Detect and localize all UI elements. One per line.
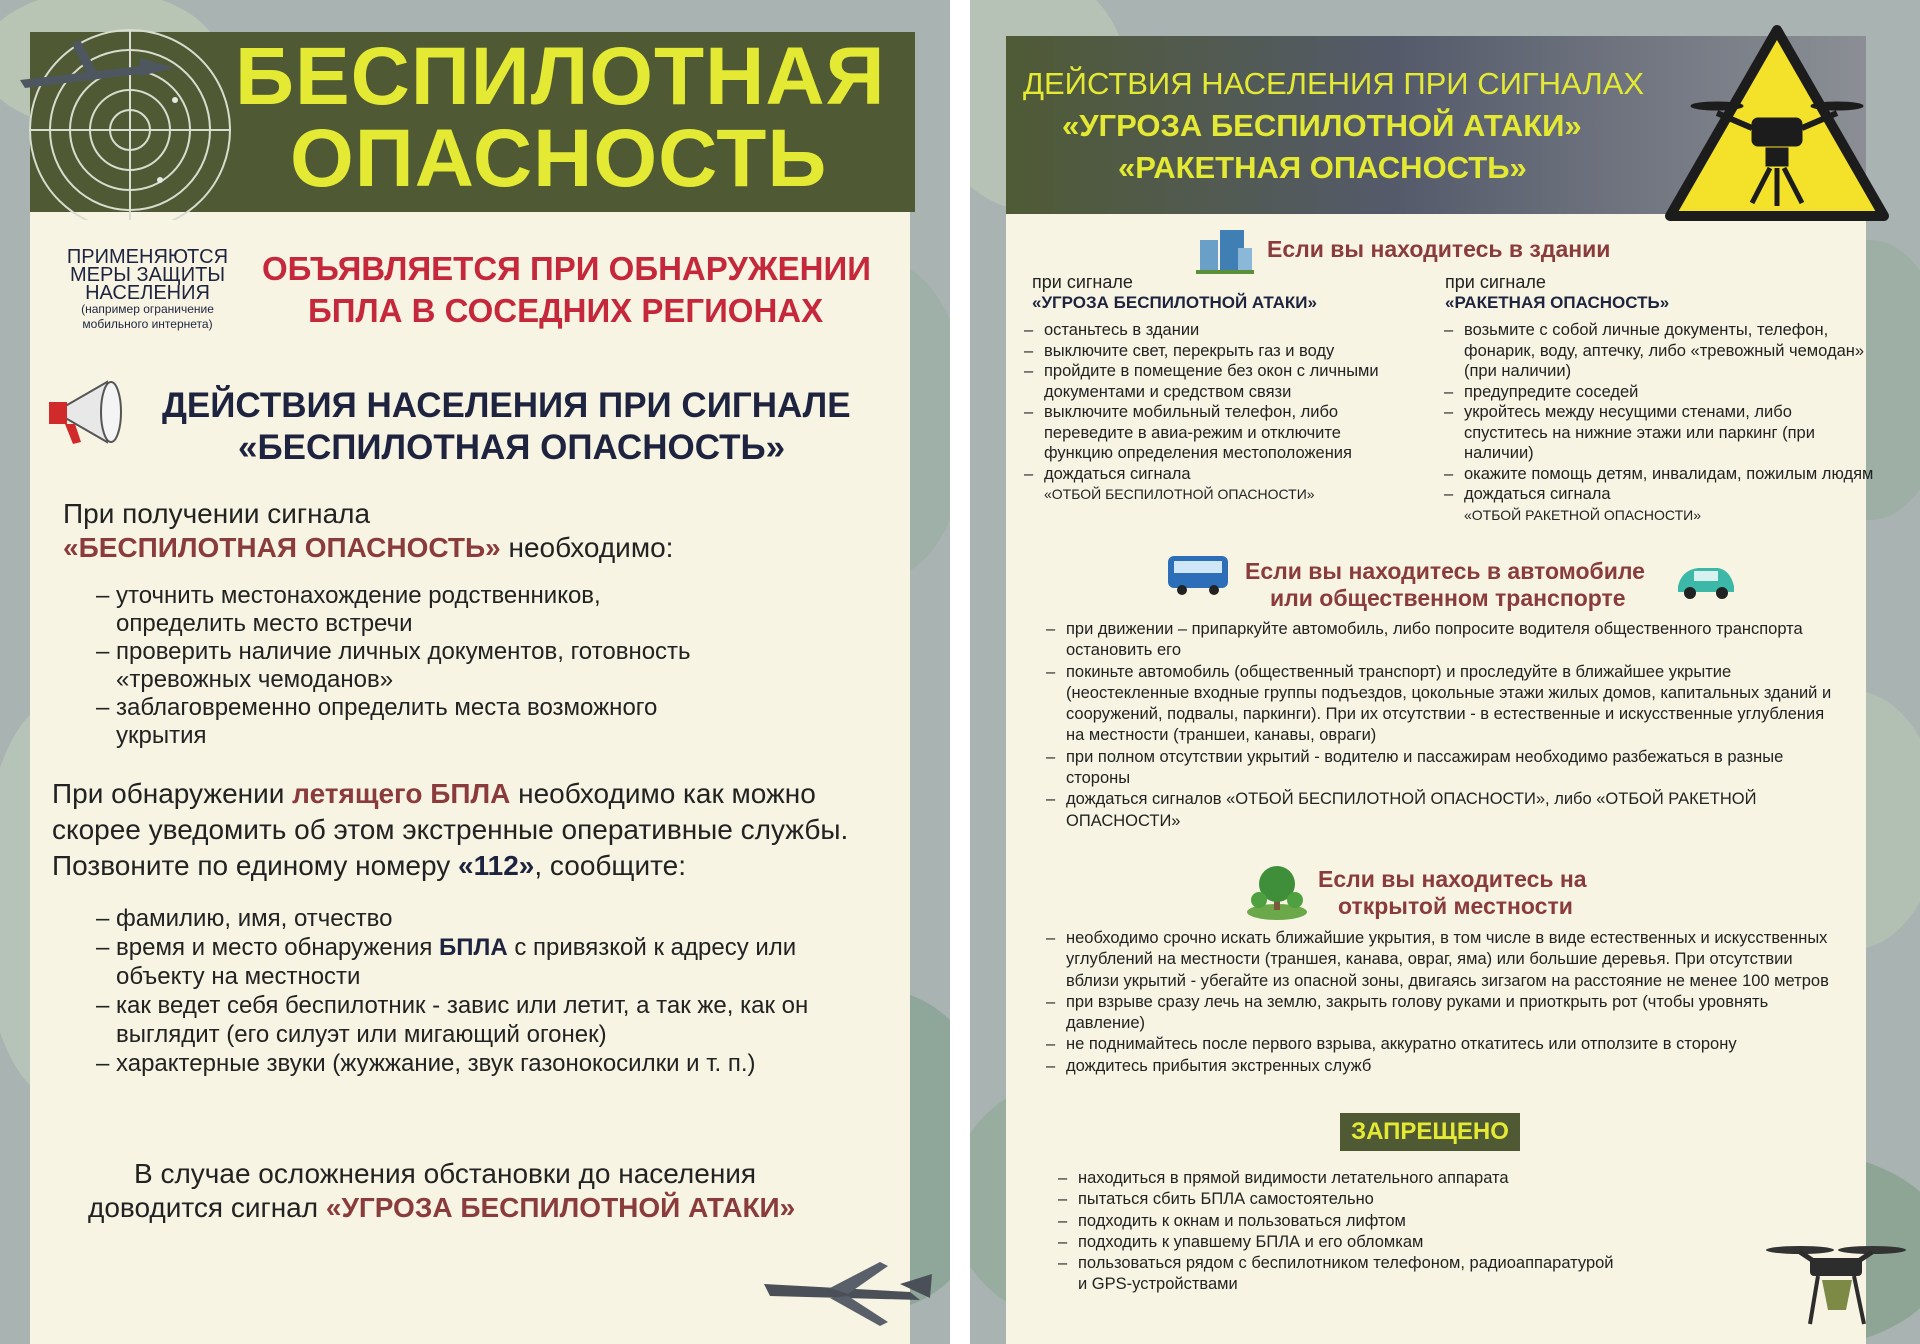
detect-text: При обнаружении xyxy=(52,778,293,809)
protection-measures-note xyxy=(50,248,245,332)
list-item: – дождитесь прибытия экстренных служб xyxy=(1046,1056,1846,1077)
building-icon xyxy=(1196,228,1254,274)
complication-text: доводится сигнал xyxy=(88,1192,326,1223)
list-item: – пользоваться рядом с беспилотником телефоном, радиоаппаратурой и GPS-устройствами xyxy=(1058,1253,1618,1296)
item-text: останьтесь в здании xyxy=(1044,321,1200,339)
item-text: укройтесь между несущими стенами, либо спуститесь на нижние этажи или паркинг (при наличии) xyxy=(1464,403,1815,462)
report-text: с привязкой к адресу или объекту на местности xyxy=(116,934,797,990)
list-item: – покиньте автомобиль (общественный транспорт) и проследуйте в ближайшее укрытие (неостекленные входные группы подъездов, цокольные этажи жилых домов, капитальных зданий и сооружений, подвалы, паркинги). При их отсутствии - в естественные и искусственные углубления на местности (траншеи, канавы, овраги) xyxy=(1046,662,1836,747)
right-header-line2: «УГРОЗА БЕСПИЛОТНОЙ АТАКИ» xyxy=(1062,108,1582,143)
complication-line1: В случае осложнения обстановки до населения xyxy=(134,1158,757,1189)
item-text: выключите свет, перекрыть газ и воду xyxy=(1044,341,1335,360)
actions-title-line1: ДЕЙСТВИЯ НАСЕЛЕНИЯ ПРИ СИГНАЛЕ xyxy=(162,386,851,425)
flying-drone-illustration xyxy=(760,1254,940,1334)
building-section-title: Если вы находитесь в здании xyxy=(1267,236,1611,262)
col1-pre: при сигнале xyxy=(1032,272,1133,292)
signal-small-caps: «ОТБОЙ РАКЕТНОЙ ОПАСНОСТИ» xyxy=(1464,506,1701,523)
right-poster xyxy=(970,0,1920,1344)
list-item: – уточнить местонахождение родственников, определить место встречи xyxy=(96,582,736,638)
item-text: возьмите с собой личные документы, телефон, фонарик, воду, аптечку, либо «тревожный чемодан» (при наличии) xyxy=(1464,321,1865,380)
report-list xyxy=(96,904,856,1078)
actions-title-line2: «БЕСПИЛОТНАЯ ОПАСНОСТЬ» xyxy=(238,428,786,467)
receive-list xyxy=(96,582,736,750)
list-item xyxy=(1024,361,1404,402)
left-poster xyxy=(0,0,950,1344)
megaphone-icon xyxy=(45,372,135,452)
list-item xyxy=(1444,320,1874,382)
report-bold: БПЛА xyxy=(439,934,508,961)
list-item xyxy=(96,933,856,991)
drone-warning-icon xyxy=(1662,18,1892,228)
list-item xyxy=(96,904,856,933)
left-title-line2: ОПАСНОСТЬ xyxy=(290,113,828,204)
item-text: дождаться сигнала xyxy=(1464,485,1611,503)
list-item xyxy=(1024,341,1404,362)
attack-signal-highlight: «УГРОЗА БЕСПИЛОТНОЙ АТАКИ» xyxy=(325,1192,796,1223)
quadcopter-illustration xyxy=(1760,1236,1910,1336)
transport-list xyxy=(1046,619,1836,832)
forbidden-badge: ЗАПРЕЩЕНО xyxy=(1340,1113,1520,1151)
open-area-title-line2: открытой местности xyxy=(1338,893,1573,919)
report-text: как ведет себя беспилотник - завис или летит, а так же, как он выглядит (его силуэт или мигающий огонек) xyxy=(116,992,809,1048)
list-item xyxy=(1024,402,1404,464)
complication-line2 xyxy=(88,1192,795,1224)
detect-text: , сообщите: xyxy=(534,850,686,881)
list-item xyxy=(1444,402,1874,464)
bus-icon xyxy=(1166,552,1230,596)
receive-tail: необходимо: xyxy=(500,532,674,563)
measures-note1: (например ограничение xyxy=(81,302,214,316)
list-item xyxy=(1024,320,1404,341)
list-item xyxy=(96,991,856,1049)
open-area-list xyxy=(1046,928,1846,1077)
car-icon xyxy=(1674,560,1738,600)
report-text: фамилию, имя, отчество xyxy=(116,905,393,932)
list-item: – подходить к окнам и пользоваться лифтом xyxy=(1058,1211,1618,1232)
col1-signal: «УГРОЗА БЕСПИЛОТНОЙ АТАКИ» xyxy=(1032,293,1317,312)
transport-title-line1: Если вы находитесь в автомобиле xyxy=(1245,558,1645,584)
signal-small-caps: «ОТБОЙ БЕСПИЛОТНОЙ ОПАСНОСТИ» xyxy=(1044,486,1315,502)
building-col2-list xyxy=(1444,320,1874,525)
list-item: – дождаться сигналов «ОТБОЙ БЕСПИЛОТНОЙ ОПАСНОСТИ», либо «ОТБОЙ РАКЕТНОЙ ОПАСНОСТИ» xyxy=(1046,789,1836,832)
measures-line1: ПРИМЕНЯЮТСЯ xyxy=(66,246,229,268)
list-item: – находиться в прямой видимости летательного аппарата xyxy=(1058,1168,1618,1189)
receive-signal: «БЕСПИЛОТНАЯ ОПАСНОСТЬ» xyxy=(63,532,501,563)
open-area-title-line1: Если вы находитесь на xyxy=(1318,866,1587,892)
detect-text: необходимо как можно скорее уведомить об этом экстренные оперативные службы. Позвоните по единому номеру xyxy=(52,778,849,881)
right-header-line1: ДЕЙСТВИЯ НАСЕЛЕНИЯ ПРИ СИГНАЛАХ xyxy=(1023,66,1645,101)
receive-intro: При получении сигнала xyxy=(63,498,371,529)
item-text: предупредите соседей xyxy=(1464,382,1639,401)
col2-pre: при сигнале xyxy=(1445,272,1546,292)
item-text: окажите помощь детям, инвалидам, пожилым людям xyxy=(1464,464,1874,483)
right-header-line3: «РАКЕТНАЯ ОПАСНОСТЬ» xyxy=(1118,150,1527,185)
list-item: – проверить наличие личных документов, готовность «тревожных чемоданов» xyxy=(96,638,736,694)
item-text: пройдите в помещение без окон с личными документами и средством связи xyxy=(1044,362,1379,401)
left-title-line1: БЕСПИЛОТНАЯ xyxy=(235,31,886,122)
receive-line2 xyxy=(63,532,673,564)
list-item xyxy=(1444,464,1874,485)
list-item: – при взрыве сразу лечь на землю, закрыть голову руками и приоткрыть рот (чтобы уровнять давление) xyxy=(1046,992,1846,1035)
list-item: – при полном отсутствии укрытий - водителю и пассажирам необходимо разбежаться в разные стороны xyxy=(1046,747,1836,790)
measures-note2: мобильного интернета) xyxy=(82,317,213,331)
measures-line2: МЕРЫ ЗАЩИТЫ xyxy=(69,264,226,286)
col2-signal: «РАКЕТНАЯ ОПАСНОСТЬ» xyxy=(1445,293,1670,312)
list-item: – заблаговременно определить места возможного укрытия xyxy=(96,694,736,750)
list-item xyxy=(1024,464,1404,505)
item-text: выключите мобильный телефон, либо переведите в авиа-режим и отключите функцию определения местоположения xyxy=(1044,403,1352,462)
report-text: время и место обнаружения xyxy=(116,934,440,961)
list-item: – не поднимайтесь после первого взрыва, аккуратно откатитесь или отползите в сторону xyxy=(1046,1034,1846,1055)
announce-line1: ОБЪЯВЛЯЕТСЯ ПРИ ОБНАРУЖЕНИИ xyxy=(262,250,871,287)
park-icon xyxy=(1245,862,1309,920)
list-item: – при движении – припаркуйте автомобиль, либо попросите водителя общественного транспорта остановить его xyxy=(1046,619,1836,662)
radar-drone-illustration xyxy=(0,20,240,220)
list-item xyxy=(1444,382,1874,403)
forbidden-list xyxy=(1058,1168,1618,1296)
list-item: – подходить к упавшему БПЛА и его обломкам xyxy=(1058,1232,1618,1253)
list-item: – пытаться сбить БПЛА самостоятельно xyxy=(1058,1189,1618,1210)
building-col1-list xyxy=(1024,320,1404,505)
list-item: – необходимо срочно искать ближайшие укрытия, в том числе в виде естественных и искусственных углублений на местности (траншея, канава, овраг, яма) или большие деревья. При отсутствии вблизи укрытий - убегайте из опасной зоны, двигаясь зигзагом на расстояние не менее 100 метров xyxy=(1046,928,1846,992)
item-text: дождаться сигнала xyxy=(1044,464,1191,483)
list-item xyxy=(96,1049,856,1078)
detect-paragraph xyxy=(52,776,912,884)
list-item xyxy=(1444,484,1874,525)
announce-line2: БПЛА В СОСЕДНИХ РЕГИОНАХ xyxy=(308,292,824,329)
measures-line3: НАСЕЛЕНИЯ xyxy=(85,282,210,304)
detect-uav-highlight: летящего БПЛА xyxy=(292,778,511,809)
report-text: характерные звуки (жужжание, звук газонокосилки и т. п.) xyxy=(116,1050,756,1077)
transport-title-line2: или общественном транспорте xyxy=(1270,585,1626,611)
emergency-number: «112» xyxy=(458,850,535,881)
